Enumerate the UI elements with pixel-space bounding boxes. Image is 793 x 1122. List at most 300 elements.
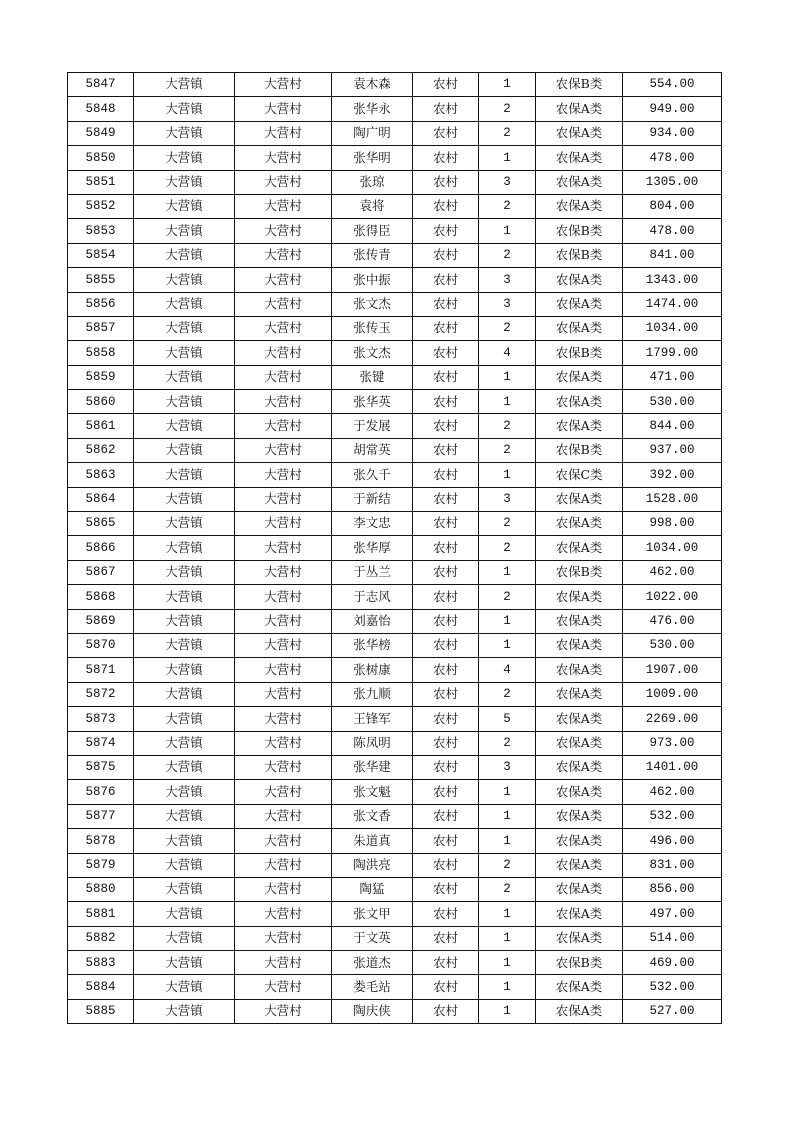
town-cell: 大营镇 xyxy=(134,902,235,926)
amount-cell: 949.00 xyxy=(623,97,722,121)
category-cell: 农村 xyxy=(413,633,479,657)
name-cell: 张中振 xyxy=(332,268,413,292)
amount-cell: 1474.00 xyxy=(623,292,722,316)
insurance-type-cell: 农保A类 xyxy=(536,804,623,828)
insurance-type-cell: 农保B类 xyxy=(536,438,623,462)
village-cell: 大营村 xyxy=(235,536,332,560)
village-cell: 大营村 xyxy=(235,243,332,267)
village-cell: 大营村 xyxy=(235,853,332,877)
household-count-cell: 1 xyxy=(479,633,536,657)
table-row xyxy=(68,146,722,170)
serial-number-cell: 5863 xyxy=(68,463,134,487)
insurance-type-cell: 农保A类 xyxy=(536,121,623,145)
serial-number-cell: 5862 xyxy=(68,438,134,462)
category-cell: 农村 xyxy=(413,268,479,292)
table-row xyxy=(68,512,722,536)
serial-number-cell: 5873 xyxy=(68,707,134,731)
town-cell: 大营镇 xyxy=(134,268,235,292)
amount-cell: 496.00 xyxy=(623,829,722,853)
village-cell: 大营村 xyxy=(235,926,332,950)
amount-cell: 973.00 xyxy=(623,731,722,755)
household-count-cell: 2 xyxy=(479,121,536,145)
insurance-type-cell: 农保A类 xyxy=(536,707,623,731)
table-row xyxy=(68,731,722,755)
insurance-type-cell: 农保A类 xyxy=(536,926,623,950)
village-cell: 大营村 xyxy=(235,560,332,584)
amount-cell: 1343.00 xyxy=(623,268,722,292)
name-cell: 娄毛站 xyxy=(332,975,413,999)
amount-cell: 831.00 xyxy=(623,853,722,877)
serial-number-cell: 5884 xyxy=(68,975,134,999)
household-count-cell: 1 xyxy=(479,560,536,584)
name-cell: 张得臣 xyxy=(332,219,413,243)
town-cell: 大营镇 xyxy=(134,170,235,194)
village-cell: 大营村 xyxy=(235,170,332,194)
amount-cell: 1401.00 xyxy=(623,755,722,779)
serial-number-cell: 5860 xyxy=(68,390,134,414)
household-count-cell: 2 xyxy=(479,853,536,877)
insurance-type-cell: 农保A类 xyxy=(536,731,623,755)
category-cell: 农村 xyxy=(413,609,479,633)
serial-number-cell: 5868 xyxy=(68,585,134,609)
table-row xyxy=(68,755,722,779)
insurance-type-cell: 农保A类 xyxy=(536,390,623,414)
table-row xyxy=(68,194,722,218)
town-cell: 大营镇 xyxy=(134,926,235,950)
village-cell: 大营村 xyxy=(235,121,332,145)
serial-number-cell: 5856 xyxy=(68,292,134,316)
name-cell: 袁将 xyxy=(332,194,413,218)
category-cell: 农村 xyxy=(413,682,479,706)
amount-cell: 469.00 xyxy=(623,951,722,975)
amount-cell: 1528.00 xyxy=(623,487,722,511)
serial-number-cell: 5865 xyxy=(68,512,134,536)
household-count-cell: 2 xyxy=(479,316,536,340)
table-row xyxy=(68,414,722,438)
insurance-type-cell: 农保B类 xyxy=(536,951,623,975)
insurance-type-cell: 农保A类 xyxy=(536,146,623,170)
village-cell: 大营村 xyxy=(235,609,332,633)
category-cell: 农村 xyxy=(413,804,479,828)
household-count-cell: 1 xyxy=(479,829,536,853)
name-cell: 张传青 xyxy=(332,243,413,267)
table-row xyxy=(68,707,722,731)
amount-cell: 937.00 xyxy=(623,438,722,462)
serial-number-cell: 5866 xyxy=(68,536,134,560)
name-cell: 王锋军 xyxy=(332,707,413,731)
town-cell: 大营镇 xyxy=(134,414,235,438)
name-cell: 于新结 xyxy=(332,487,413,511)
name-cell: 张文香 xyxy=(332,804,413,828)
name-cell: 张文甲 xyxy=(332,902,413,926)
town-cell: 大营镇 xyxy=(134,73,235,97)
table-row xyxy=(68,609,722,633)
amount-cell: 478.00 xyxy=(623,146,722,170)
serial-number-cell: 5883 xyxy=(68,951,134,975)
serial-number-cell: 5848 xyxy=(68,97,134,121)
serial-number-cell: 5853 xyxy=(68,219,134,243)
town-cell: 大营镇 xyxy=(134,853,235,877)
insurance-type-cell: 农保A类 xyxy=(536,658,623,682)
amount-cell: 530.00 xyxy=(623,633,722,657)
category-cell: 农村 xyxy=(413,341,479,365)
town-cell: 大营镇 xyxy=(134,316,235,340)
household-count-cell: 3 xyxy=(479,292,536,316)
town-cell: 大营镇 xyxy=(134,731,235,755)
town-cell: 大营镇 xyxy=(134,219,235,243)
table-row xyxy=(68,877,722,901)
name-cell: 张华明 xyxy=(332,146,413,170)
household-count-cell: 4 xyxy=(479,341,536,365)
name-cell: 张华厚 xyxy=(332,536,413,560)
village-cell: 大营村 xyxy=(235,512,332,536)
town-cell: 大营镇 xyxy=(134,560,235,584)
table-row xyxy=(68,121,722,145)
insurance-type-cell: 农保A类 xyxy=(536,609,623,633)
category-cell: 农村 xyxy=(413,585,479,609)
table-row xyxy=(68,951,722,975)
village-cell: 大营村 xyxy=(235,194,332,218)
table-row xyxy=(68,585,722,609)
roster-table xyxy=(67,72,722,1024)
town-cell: 大营镇 xyxy=(134,243,235,267)
name-cell: 胡常英 xyxy=(332,438,413,462)
town-cell: 大营镇 xyxy=(134,682,235,706)
household-count-cell: 1 xyxy=(479,463,536,487)
amount-cell: 514.00 xyxy=(623,926,722,950)
household-count-cell: 1 xyxy=(479,390,536,414)
household-count-cell: 1 xyxy=(479,926,536,950)
name-cell: 袁木森 xyxy=(332,73,413,97)
insurance-type-cell: 农保A类 xyxy=(536,170,623,194)
table-row xyxy=(68,438,722,462)
amount-cell: 1034.00 xyxy=(623,536,722,560)
table-row xyxy=(68,487,722,511)
insurance-type-cell: 农保B类 xyxy=(536,341,623,365)
village-cell: 大营村 xyxy=(235,755,332,779)
amount-cell: 471.00 xyxy=(623,365,722,389)
name-cell: 张华英 xyxy=(332,390,413,414)
town-cell: 大营镇 xyxy=(134,877,235,901)
amount-cell: 530.00 xyxy=(623,390,722,414)
amount-cell: 478.00 xyxy=(623,219,722,243)
town-cell: 大营镇 xyxy=(134,707,235,731)
insurance-type-cell: 农保A类 xyxy=(536,365,623,389)
village-cell: 大营村 xyxy=(235,829,332,853)
amount-cell: 476.00 xyxy=(623,609,722,633)
village-cell: 大营村 xyxy=(235,97,332,121)
household-count-cell: 2 xyxy=(479,438,536,462)
amount-cell: 841.00 xyxy=(623,243,722,267)
serial-number-cell: 5855 xyxy=(68,268,134,292)
insurance-type-cell: 农保A类 xyxy=(536,292,623,316)
serial-number-cell: 5861 xyxy=(68,414,134,438)
serial-number-cell: 5858 xyxy=(68,341,134,365)
name-cell: 张传玉 xyxy=(332,316,413,340)
town-cell: 大营镇 xyxy=(134,999,235,1023)
household-count-cell: 2 xyxy=(479,243,536,267)
household-count-cell: 2 xyxy=(479,682,536,706)
serial-number-cell: 5857 xyxy=(68,316,134,340)
amount-cell: 462.00 xyxy=(623,780,722,804)
category-cell: 农村 xyxy=(413,97,479,121)
town-cell: 大营镇 xyxy=(134,780,235,804)
household-count-cell: 2 xyxy=(479,585,536,609)
serial-number-cell: 5852 xyxy=(68,194,134,218)
serial-number-cell: 5869 xyxy=(68,609,134,633)
category-cell: 农村 xyxy=(413,853,479,877)
household-count-cell: 1 xyxy=(479,999,536,1023)
serial-number-cell: 5870 xyxy=(68,633,134,657)
village-cell: 大营村 xyxy=(235,73,332,97)
category-cell: 农村 xyxy=(413,512,479,536)
town-cell: 大营镇 xyxy=(134,512,235,536)
category-cell: 农村 xyxy=(413,926,479,950)
table-row xyxy=(68,633,722,657)
household-count-cell: 2 xyxy=(479,97,536,121)
amount-cell: 1799.00 xyxy=(623,341,722,365)
category-cell: 农村 xyxy=(413,365,479,389)
insurance-type-cell: 农保B类 xyxy=(536,560,623,584)
household-count-cell: 1 xyxy=(479,780,536,804)
household-count-cell: 2 xyxy=(479,731,536,755)
amount-cell: 998.00 xyxy=(623,512,722,536)
household-count-cell: 2 xyxy=(479,194,536,218)
village-cell: 大营村 xyxy=(235,292,332,316)
household-count-cell: 1 xyxy=(479,146,536,170)
serial-number-cell: 5849 xyxy=(68,121,134,145)
household-count-cell: 1 xyxy=(479,609,536,633)
table-row xyxy=(68,292,722,316)
category-cell: 农村 xyxy=(413,121,479,145)
table-row xyxy=(68,463,722,487)
name-cell: 刘嘉怡 xyxy=(332,609,413,633)
insurance-type-cell: 农保A类 xyxy=(536,316,623,340)
serial-number-cell: 5878 xyxy=(68,829,134,853)
insurance-type-cell: 农保A类 xyxy=(536,682,623,706)
category-cell: 农村 xyxy=(413,292,479,316)
serial-number-cell: 5881 xyxy=(68,902,134,926)
village-cell: 大营村 xyxy=(235,780,332,804)
village-cell: 大营村 xyxy=(235,463,332,487)
name-cell: 张久千 xyxy=(332,463,413,487)
insurance-type-cell: 农保A类 xyxy=(536,512,623,536)
insurance-type-cell: 农保A类 xyxy=(536,853,623,877)
insurance-type-cell: 农保A类 xyxy=(536,585,623,609)
insurance-type-cell: 农保A类 xyxy=(536,414,623,438)
category-cell: 农村 xyxy=(413,414,479,438)
serial-number-cell: 5872 xyxy=(68,682,134,706)
insurance-type-cell: 农保A类 xyxy=(536,487,623,511)
name-cell: 张树康 xyxy=(332,658,413,682)
household-count-cell: 3 xyxy=(479,170,536,194)
name-cell: 张华榜 xyxy=(332,633,413,657)
household-count-cell: 3 xyxy=(479,268,536,292)
name-cell: 陶猛 xyxy=(332,877,413,901)
category-cell: 农村 xyxy=(413,999,479,1023)
category-cell: 农村 xyxy=(413,316,479,340)
table-row xyxy=(68,926,722,950)
category-cell: 农村 xyxy=(413,560,479,584)
serial-number-cell: 5864 xyxy=(68,487,134,511)
amount-cell: 462.00 xyxy=(623,560,722,584)
category-cell: 农村 xyxy=(413,975,479,999)
household-count-cell: 3 xyxy=(479,487,536,511)
name-cell: 于志风 xyxy=(332,585,413,609)
household-count-cell: 1 xyxy=(479,219,536,243)
table-row xyxy=(68,268,722,292)
town-cell: 大营镇 xyxy=(134,755,235,779)
name-cell: 陶广明 xyxy=(332,121,413,145)
table-row xyxy=(68,902,722,926)
category-cell: 农村 xyxy=(413,951,479,975)
insurance-type-cell: 农保A类 xyxy=(536,975,623,999)
table-row xyxy=(68,780,722,804)
amount-cell: 1009.00 xyxy=(623,682,722,706)
category-cell: 农村 xyxy=(413,877,479,901)
name-cell: 张文杰 xyxy=(332,292,413,316)
table-row xyxy=(68,658,722,682)
name-cell: 张文魁 xyxy=(332,780,413,804)
household-count-cell: 3 xyxy=(479,755,536,779)
table-row xyxy=(68,682,722,706)
table-row xyxy=(68,341,722,365)
table-row xyxy=(68,97,722,121)
table-row xyxy=(68,536,722,560)
insurance-type-cell: 农保A类 xyxy=(536,536,623,560)
town-cell: 大营镇 xyxy=(134,121,235,145)
category-cell: 农村 xyxy=(413,731,479,755)
serial-number-cell: 5877 xyxy=(68,804,134,828)
amount-cell: 1907.00 xyxy=(623,658,722,682)
amount-cell: 554.00 xyxy=(623,73,722,97)
village-cell: 大营村 xyxy=(235,707,332,731)
serial-number-cell: 5851 xyxy=(68,170,134,194)
table-row xyxy=(68,829,722,853)
town-cell: 大营镇 xyxy=(134,341,235,365)
town-cell: 大营镇 xyxy=(134,536,235,560)
serial-number-cell: 5875 xyxy=(68,755,134,779)
village-cell: 大营村 xyxy=(235,658,332,682)
village-cell: 大营村 xyxy=(235,487,332,511)
name-cell: 张琼 xyxy=(332,170,413,194)
amount-cell: 934.00 xyxy=(623,121,722,145)
town-cell: 大营镇 xyxy=(134,609,235,633)
village-cell: 大营村 xyxy=(235,390,332,414)
category-cell: 农村 xyxy=(413,829,479,853)
insurance-type-cell: 农保C类 xyxy=(536,463,623,487)
name-cell: 李文忠 xyxy=(332,512,413,536)
name-cell: 陶庆侠 xyxy=(332,999,413,1023)
town-cell: 大营镇 xyxy=(134,292,235,316)
household-count-cell: 1 xyxy=(479,951,536,975)
amount-cell: 856.00 xyxy=(623,877,722,901)
table-row xyxy=(68,999,722,1023)
table-row xyxy=(68,316,722,340)
village-cell: 大营村 xyxy=(235,951,332,975)
name-cell: 张键 xyxy=(332,365,413,389)
serial-number-cell: 5871 xyxy=(68,658,134,682)
amount-cell: 532.00 xyxy=(623,804,722,828)
name-cell: 张道杰 xyxy=(332,951,413,975)
household-count-cell: 1 xyxy=(479,804,536,828)
category-cell: 农村 xyxy=(413,73,479,97)
table-row xyxy=(68,975,722,999)
name-cell: 张文杰 xyxy=(332,341,413,365)
insurance-type-cell: 农保A类 xyxy=(536,877,623,901)
name-cell: 于文英 xyxy=(332,926,413,950)
town-cell: 大营镇 xyxy=(134,658,235,682)
household-count-cell: 5 xyxy=(479,707,536,731)
serial-number-cell: 5850 xyxy=(68,146,134,170)
village-cell: 大营村 xyxy=(235,438,332,462)
village-cell: 大营村 xyxy=(235,414,332,438)
serial-number-cell: 5874 xyxy=(68,731,134,755)
amount-cell: 844.00 xyxy=(623,414,722,438)
town-cell: 大营镇 xyxy=(134,633,235,657)
insurance-type-cell: 农保A类 xyxy=(536,755,623,779)
name-cell: 陶洪亮 xyxy=(332,853,413,877)
category-cell: 农村 xyxy=(413,194,479,218)
insurance-type-cell: 农保A类 xyxy=(536,999,623,1023)
household-count-cell: 1 xyxy=(479,73,536,97)
serial-number-cell: 5859 xyxy=(68,365,134,389)
category-cell: 农村 xyxy=(413,170,479,194)
category-cell: 农村 xyxy=(413,390,479,414)
insurance-type-cell: 农保B类 xyxy=(536,73,623,97)
household-count-cell: 1 xyxy=(479,902,536,926)
town-cell: 大营镇 xyxy=(134,487,235,511)
insurance-type-cell: 农保B类 xyxy=(536,243,623,267)
category-cell: 农村 xyxy=(413,243,479,267)
name-cell: 张九顺 xyxy=(332,682,413,706)
insurance-type-cell: 农保A类 xyxy=(536,268,623,292)
village-cell: 大营村 xyxy=(235,585,332,609)
village-cell: 大营村 xyxy=(235,804,332,828)
category-cell: 农村 xyxy=(413,536,479,560)
table-row xyxy=(68,170,722,194)
village-cell: 大营村 xyxy=(235,682,332,706)
insurance-type-cell: 农保A类 xyxy=(536,194,623,218)
household-count-cell: 2 xyxy=(479,512,536,536)
village-cell: 大营村 xyxy=(235,146,332,170)
table-row xyxy=(68,243,722,267)
insurance-type-cell: 农保A类 xyxy=(536,780,623,804)
amount-cell: 2269.00 xyxy=(623,707,722,731)
amount-cell: 392.00 xyxy=(623,463,722,487)
town-cell: 大营镇 xyxy=(134,585,235,609)
serial-number-cell: 5876 xyxy=(68,780,134,804)
village-cell: 大营村 xyxy=(235,341,332,365)
town-cell: 大营镇 xyxy=(134,463,235,487)
category-cell: 农村 xyxy=(413,146,479,170)
amount-cell: 1305.00 xyxy=(623,170,722,194)
table-row xyxy=(68,390,722,414)
category-cell: 农村 xyxy=(413,658,479,682)
household-count-cell: 1 xyxy=(479,365,536,389)
household-count-cell: 2 xyxy=(479,536,536,560)
insurance-type-cell: 农保A类 xyxy=(536,829,623,853)
town-cell: 大营镇 xyxy=(134,975,235,999)
name-cell: 张华永 xyxy=(332,97,413,121)
category-cell: 农村 xyxy=(413,219,479,243)
village-cell: 大营村 xyxy=(235,877,332,901)
town-cell: 大营镇 xyxy=(134,438,235,462)
name-cell: 陈凤明 xyxy=(332,731,413,755)
serial-number-cell: 5882 xyxy=(68,926,134,950)
village-cell: 大营村 xyxy=(235,975,332,999)
village-cell: 大营村 xyxy=(235,999,332,1023)
